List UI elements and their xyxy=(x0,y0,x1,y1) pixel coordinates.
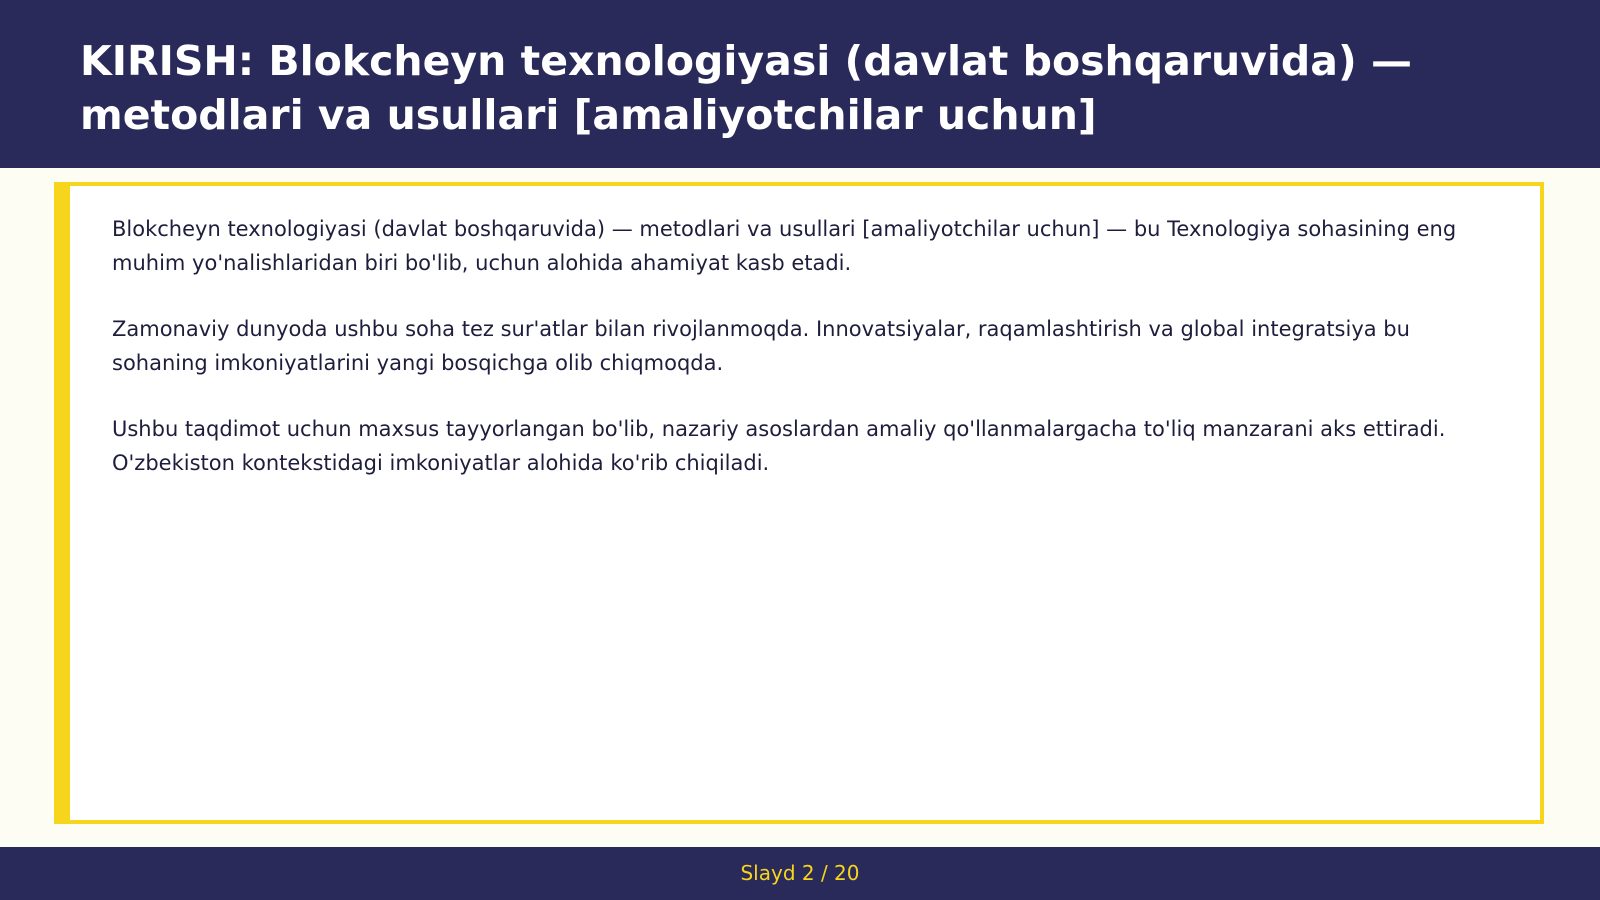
paragraph-presentation: Ushbu taqdimot uchun maxsus tayyorlangan bo'lib, nazariy asoslardan amaliy qo'llanmalargacha to'liq manzarani aks ettiradi. O'zbekiston kontekstidagi imkoniyatlar alohida ko'rib chiqiladi. xyxy=(112,417,1446,475)
slide-header xyxy=(0,0,1600,168)
content-text xyxy=(112,212,1512,512)
paragraph-intro: Blokcheyn texnologiyasi (davlat boshqaruvida) — metodlari va usullari [amaliyotchilar uchun] — bu Texnologiya sohasining eng muhim yo'nalishlaridan biri bo'lib, uchun alohida ahamiyat kasb etadi. xyxy=(112,217,1457,275)
slide-title: KIRISH: Blokcheyn texnologiyasi (davlat boshqaruvida) — metodlari va usullari [amaliyotchilar uchun] xyxy=(80,37,1412,139)
paragraph-development: Zamonaviy dunyoda ushbu soha tez sur'atlar bilan rivojlanmoqda. Innovatsiyalar, raqamlashtirish va global integratsiya bu sohaning imkoniyatlarini yangi bosqichga olib chiqmoqda. xyxy=(112,317,1410,375)
slide-footer xyxy=(0,847,1600,900)
slide-number: Slayd 2 / 20 xyxy=(740,861,860,885)
